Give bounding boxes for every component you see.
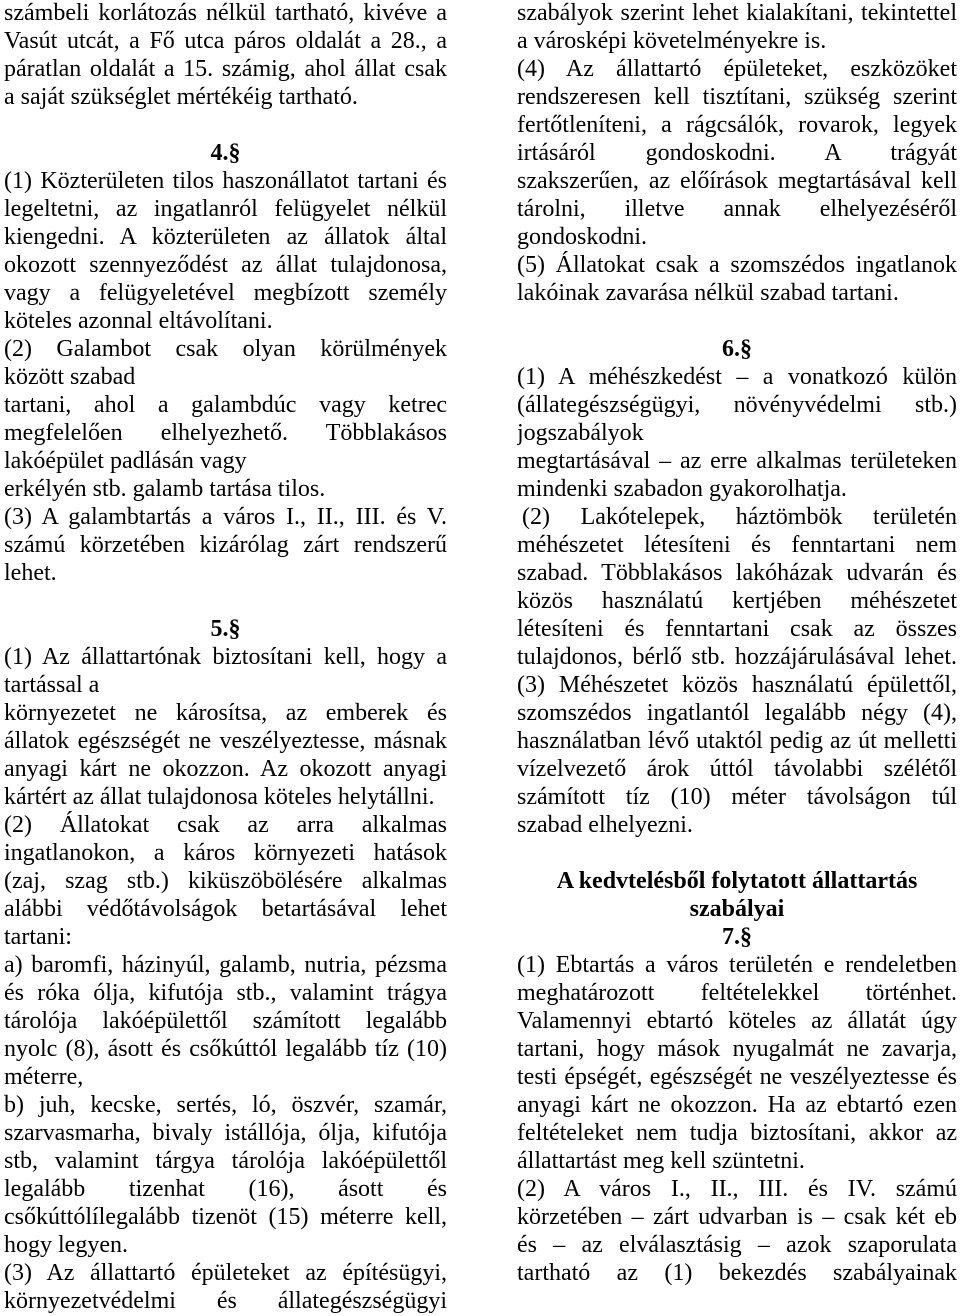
text-line: a saját szükséglet mértékéig tartható.	[4, 84, 358, 110]
text-line: számított tíz (10) méter távolságon túl	[517, 784, 957, 810]
text-line: megtartásával – az erre alkalmas területeken	[517, 448, 957, 474]
text-line: legeltetni, az ingatlanról felügyelet nélkül	[4, 196, 447, 222]
spacer	[4, 111, 447, 139]
text-line: lakóinak zavarása nélkül szabad tartani.	[517, 280, 899, 306]
text-line: (4) Az állattartó épületeket, eszközöket	[517, 56, 957, 82]
text-line: stb, valamint tárgya tárolója lakóépülettől	[4, 1148, 447, 1174]
text-line: (2) Állatokat csak az arra alkalmas	[4, 812, 447, 838]
text-line: (5) Állatokat csak a szomszédos ingatlanok	[517, 252, 957, 278]
spacer	[517, 307, 957, 335]
text-line: mindenki szabadon gyakorolhatja.	[517, 476, 847, 502]
chapter-title: A kedvtelésből folytatott állattartás	[556, 868, 918, 894]
text-line: tárolni, illetve annak elhelyezéséről	[517, 196, 957, 222]
text-line: a) baromfi, házinyúl, galamb, nutria, pézsma	[4, 952, 447, 978]
text-line: vízelvezető árok úttól távolabbi szélétől	[517, 756, 957, 782]
text-line: (1) A méhészkedést – a vonatkozó külön	[517, 364, 957, 390]
chapter-title: szabályai	[689, 896, 785, 922]
text-line: a városképi követelményekre is.	[517, 28, 827, 54]
text-line: és – az elválasztásig – azok szaporulata	[517, 1232, 957, 1258]
text-line: szomszédos ingatlantól legalább négy (4),	[517, 700, 957, 726]
text-line: csőkúttólílegalább tizenöt (15) méterre kell,	[4, 1204, 447, 1230]
text-line: páratlan oldalát a 15. számig, ahol állat csak	[4, 56, 447, 82]
text-line: (2) Galambot csak olyan körülmények	[4, 336, 447, 362]
text-line: méterre,	[4, 1064, 84, 1090]
text-line: számú körzetében kizárólag zárt rendszerű	[4, 532, 447, 558]
text-line: tartani, ahol a galambdúc vagy ketrec	[4, 392, 447, 418]
text-line: tartani, hogy mások nyugalmát ne zavarja,	[517, 1036, 957, 1062]
text-line: tartással a	[4, 672, 100, 698]
text-line: jogszabályok	[517, 420, 644, 446]
text-line: gondoskodni.	[517, 224, 648, 250]
text-line: kártért az állat tulajdonosa köteles helytállni.	[4, 784, 435, 810]
text-line: anyagi kárt ne okozzon. Az okozott anyagi	[4, 756, 447, 782]
text-line: kiengedni. A közterületen az állatok által	[4, 224, 447, 250]
left-column	[4, 0, 447, 1315]
text-line: méhészetet létesíteni és fenntartani nem	[517, 532, 957, 558]
text-line: köteles azonnal eltávolítani.	[4, 308, 273, 334]
text-line: testi épségét, egészségét ne veszélyeztesse és	[517, 1064, 957, 1090]
section-heading: 6.§	[722, 336, 752, 362]
section-heading: 4.§	[210, 140, 241, 166]
text-line: (3) Az állattartó épületeket az építésügyi,	[4, 1260, 447, 1286]
text-line: létesíteni és fenntartani csak az összes	[517, 616, 957, 642]
text-line: (2) A város I., II., III. és IV. számú	[517, 1176, 957, 1202]
text-line: vagy a felügyeletével megbízott személy	[4, 280, 447, 306]
text-line: alábbi védőtávolságok betartásával lehet	[4, 896, 447, 922]
text-line: (zaj, szag stb.) kiküszöbölésére alkalmas	[4, 868, 447, 894]
text-line: szabályok szerint lehet kialakítani, tekintettel	[517, 0, 957, 26]
text-line: lehet.	[4, 560, 57, 586]
spacer	[4, 587, 447, 615]
text-line: rendszeresen kell tisztítani, szükség szerint	[517, 84, 957, 110]
text-line: fertőtleníteni, a rágcsálók, rovarok, legyek	[517, 112, 957, 138]
text-line: tárolója lakóépülettől számított legalább	[4, 1008, 447, 1034]
text-line: erkélyén stb. galamb tartása tilos.	[4, 476, 326, 502]
text-line: (1) Közterületen tilos haszonállatot tartani és	[4, 168, 447, 194]
text-line: nyolc (8), ásott és csőkúttól legalább tíz (10)	[4, 1036, 447, 1062]
text-line: környezetet ne károsítsa, az emberek és	[4, 700, 447, 726]
text-line: szabad elhelyezni.	[517, 812, 693, 838]
text-line: szarvasmarha, bivaly istállója, ólja, kifutója	[4, 1120, 447, 1146]
spacer	[517, 839, 957, 867]
right-column	[517, 0, 957, 1287]
text-line: közös használatú kertjében méhészetet	[517, 588, 957, 614]
text-line: között szabad	[4, 364, 136, 390]
text-line: b) juh, kecske, sertés, ló, öszvér, szamár,	[4, 1092, 447, 1118]
text-line: (állategészségügyi, növényvédelmi stb.)	[517, 392, 957, 418]
text-line: állattartást meg kell szüntetni.	[517, 1148, 805, 1174]
text-line: körzetében – zárt udvarban is – csak két eb	[517, 1204, 957, 1230]
section-heading: 7.§	[722, 924, 752, 950]
text-line: állatok egészségét ne veszélyeztesse, másnak	[4, 728, 447, 754]
text-line: (1) Ebtartás a város területén e rendeletben	[517, 952, 957, 978]
text-line: tartani:	[4, 924, 72, 950]
text-line: és róka ólja, kifutója stb., valamint trágya	[4, 980, 447, 1006]
text-line: számbeli korlátozás nélkül tartható, kivéve a	[4, 0, 447, 26]
text-line: hogy legyen.	[4, 1232, 128, 1258]
text-line: lakóépület padlásán vagy	[4, 448, 247, 474]
text-line: (3) A galambtartás a város I., II., III. és V.	[4, 504, 447, 530]
text-line: Valamennyi ebtartó köteles az állatát úgy	[517, 1008, 957, 1034]
text-line: anyagi kárt ne okozzon. Ha az ebtartó ezen	[517, 1092, 957, 1118]
text-line: meghatározott feltételekkel történhet.	[517, 980, 957, 1006]
text-line: (3) Méhészetet közös használatú épülettől,	[517, 672, 957, 698]
text-line: (2) Lakótelepek, háztömbök területén	[522, 504, 957, 530]
text-line: szakszerűen, az előírások megtartásával kell	[517, 168, 957, 194]
text-line: környezetvédelmi és állategészségügyi	[4, 1288, 447, 1314]
text-line: okozott szennyeződést az állat tulajdonosa,	[4, 252, 447, 278]
text-line: legalább tizenhat (16), ásott és	[4, 1176, 447, 1202]
text-line: tartható az (1) bekezdés szabályainak	[517, 1260, 957, 1286]
text-line: feltételeket nem tudja biztosítani, akkor az	[517, 1120, 957, 1146]
text-line: (1) Az állattartónak biztosítani kell, hogy a	[4, 644, 447, 670]
text-line: megfelelően elhelyezhető. Többlakásos	[4, 420, 447, 446]
text-line: ingatlanokon, a káros környezeti hatások	[4, 840, 447, 866]
text-line: szabad. Többlakásos lakóházak udvarán és	[517, 560, 957, 586]
section-heading: 5.§	[210, 616, 241, 642]
text-line: használatban lévő utaktól pedig az út melletti	[517, 728, 957, 754]
text-line: Vasút utcát, a Fő utca páros oldalát a 28., a	[4, 28, 447, 54]
text-line: irtásáról gondoskodni. A trágyát	[517, 140, 957, 166]
text-line: tulajdonos, bérlő stb. hozzájárulásával lehet.	[517, 644, 957, 670]
